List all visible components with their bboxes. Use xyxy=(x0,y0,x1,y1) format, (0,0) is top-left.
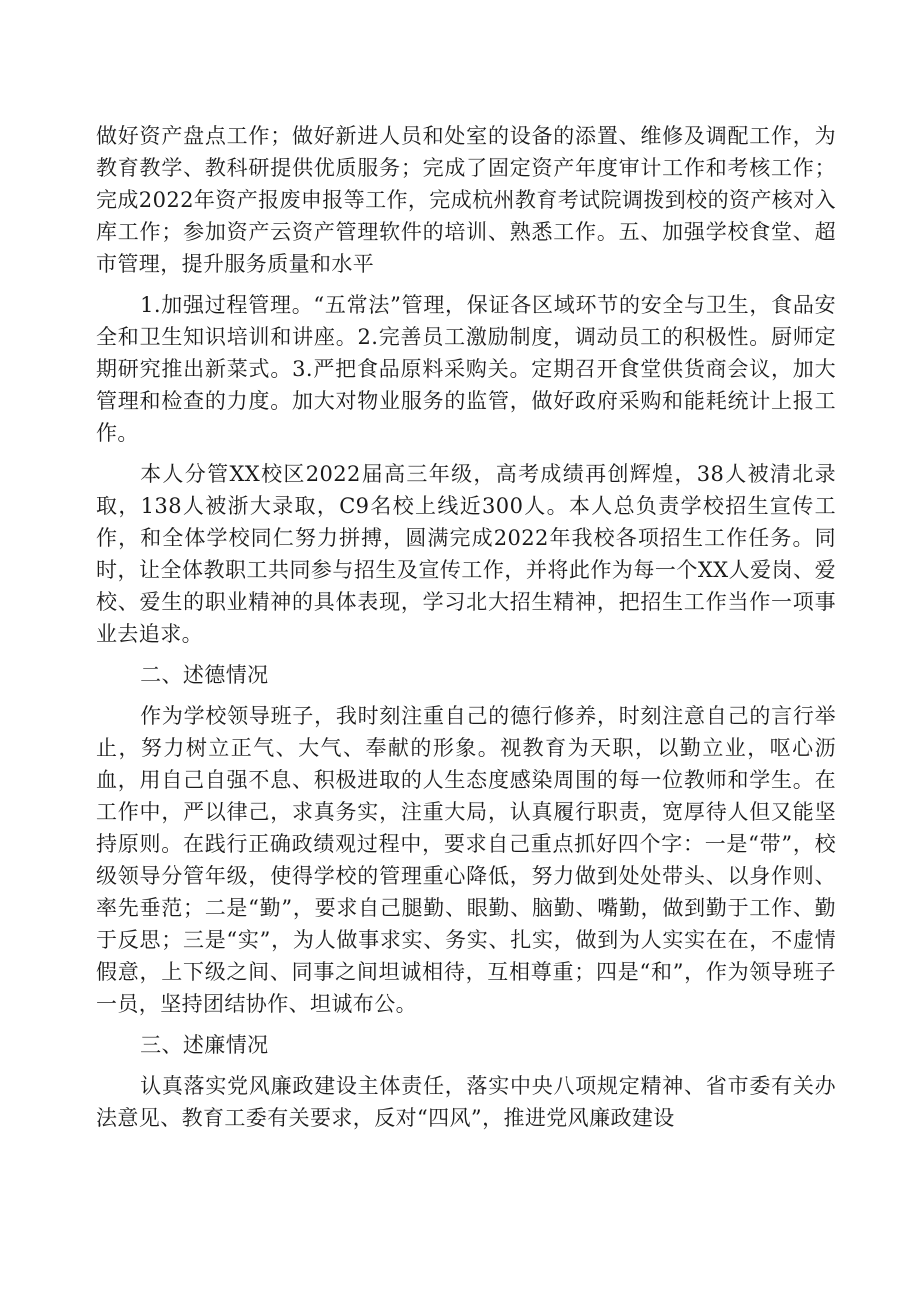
section-heading-morality: 二、述德情况 xyxy=(140,663,269,687)
section-heading-integrity: 三、述廉情况 xyxy=(140,1033,269,1057)
document-page xyxy=(96,120,836,1143)
paragraph-canteen-management: 1.加强过程管理。“五常法”管理，保证各区域环节的安全与卫生，食品安全和卫生知识培训和讲座。2.完善员工激励制度，调动员工的积极性。厨师定期研究推出新菜式。3.严把食品原料采购关。定期召开食堂供货商会议，加大管理和检查的力度。加大对物业服务的监管，做好政府采购和能耗统计上报工作。 xyxy=(96,293,836,445)
paragraph-admissions-results: 本人分管XX校区2022届高三年级，高考成绩再创辉煌，38人被清北录取，138人被浙大录取，C9名校上线近300人。本人总负责学校招生宣传工作，和全体学校同仁努力拼搏，圆满完成2022年我校各项招生工作任务。同时，让全体教职工共同参与招生及宣传工作，并将此作为每一个XX人爱岗、爱校、爱生的职业精神的具体表现，学习北大招生精神，把招生工作当作一项事业去追求。 xyxy=(96,462,836,646)
paragraph-integrity: 认真落实党风廉政建设主体责任，落实中央八项规定精神、省市委有关办法意见、教育工委有关要求，反对“四风”，推进党风廉政建设 xyxy=(96,1074,836,1130)
paragraph-asset-management: 做好资产盘点工作；做好新进人员和处室的设备的添置、维修及调配工作，为教育教学、教科研提供优质服务；完成了固定资产年度审计工作和考核工作；完成2022年资产报废申报等工作，完成杭州教育考试院调拨到校的资产核对入库工作；参加资产云资产管理软件的培训、熟悉工作。五、加强学校食堂、超市管理，提升服务质量和水平 xyxy=(96,124,836,276)
paragraph-morality: 作为学校领导班子，我时刻注重自己的德行修养，时刻注意自己的言行举止，努力树立正气、大气、奉献的形象。视教育为天职，以勤立业，呕心沥血，用自己自强不息、积极进取的人生态度感染周围的每一位教师和学生。在工作中，严以律己，求真务实，注重大局，认真履行职责，宽厚待人但又能坚持原则。在践行正确政绩观过程中，要求自己重点抓好四个字：一是“带”，校级领导分管年级，使得学校的管理重心降低，努力做到处处带头、以身作则、率先垂范；二是“勤”，要求自己腿勤、眼勤、脑勤、嘴勤，做到勤于工作、勤于反思；三是“实”，为人做事求实、务实、扎实，做到为人实实在在，不虚情假意，上下级之间、同事之间坦诚相待，互相尊重；四是“和”，作为领导班子一员，坚持团结协作、坦诚布公。 xyxy=(96,704,836,1016)
